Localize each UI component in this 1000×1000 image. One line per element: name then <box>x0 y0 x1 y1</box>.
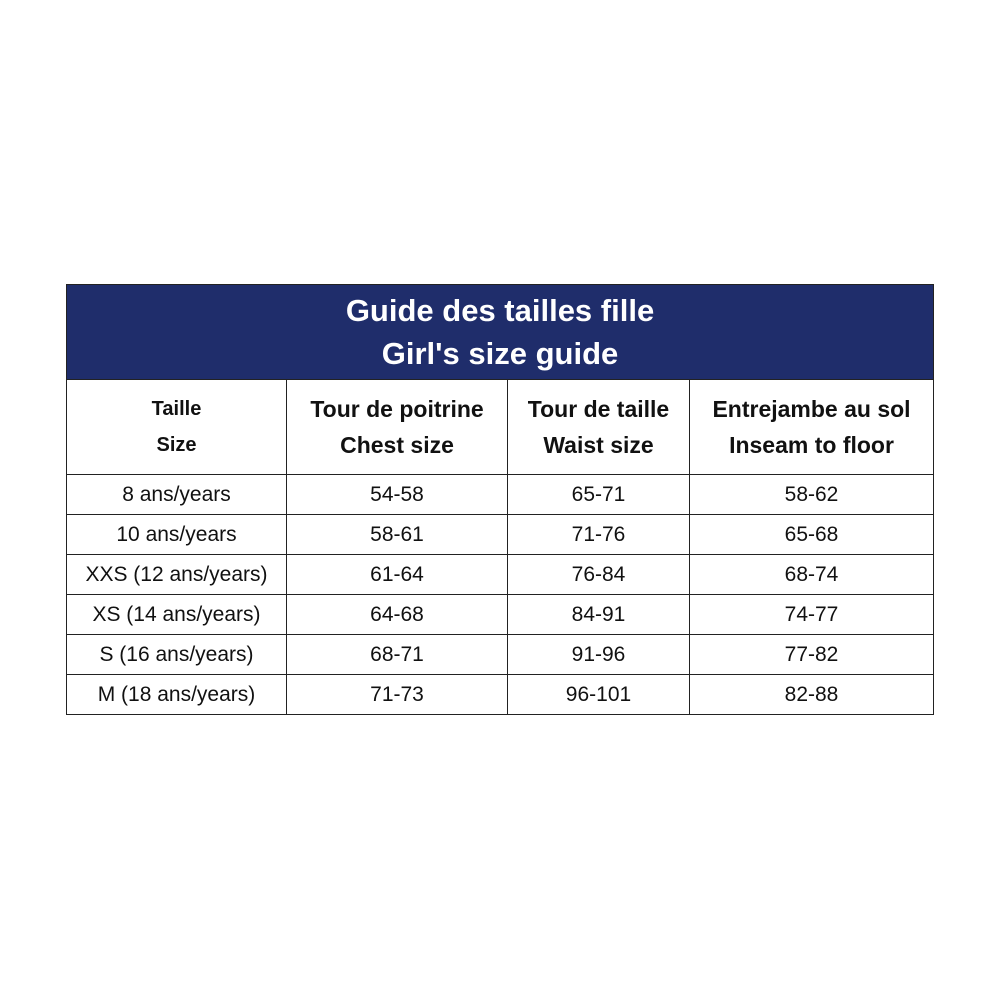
header-waist-fr: Tour de taille <box>527 396 670 422</box>
size-cell: M (18 ans/years) <box>67 675 287 715</box>
waist-cell: 96-101 <box>508 675 690 715</box>
header-row <box>67 380 934 475</box>
chest-cell: 71-73 <box>287 675 508 715</box>
title-english: Girl's size guide <box>381 336 619 371</box>
size-cell: XS (14 ans/years) <box>67 595 287 635</box>
table-row <box>67 475 934 515</box>
chest-cell: 58-61 <box>287 515 508 555</box>
table-title <box>67 285 934 380</box>
table-row <box>67 675 934 715</box>
waist-cell: 65-71 <box>508 475 690 515</box>
waist-cell: 76-84 <box>508 555 690 595</box>
header-size-fr: Taille <box>151 398 202 420</box>
waist-cell: 91-96 <box>508 635 690 675</box>
inseam-cell: 82-88 <box>690 675 934 715</box>
header-inseam <box>690 380 934 475</box>
inseam-cell: 65-68 <box>690 515 934 555</box>
inseam-cell: 58-62 <box>690 475 934 515</box>
inseam-cell: 77-82 <box>690 635 934 675</box>
header-chest <box>287 380 508 475</box>
waist-cell: 71-76 <box>508 515 690 555</box>
chest-cell: 61-64 <box>287 555 508 595</box>
size-cell: XXS (12 ans/years) <box>67 555 287 595</box>
header-inseam-en: Inseam to floor <box>729 432 894 458</box>
size-cell: 8 ans/years <box>67 475 287 515</box>
size-cell: 10 ans/years <box>67 515 287 555</box>
title-french: Guide des tailles fille <box>345 293 655 328</box>
waist-cell: 84-91 <box>508 595 690 635</box>
table-row <box>67 595 934 635</box>
header-inseam-fr: Entrejambe au sol <box>712 396 911 422</box>
size-cell: S (16 ans/years) <box>67 635 287 675</box>
header-size-en: Size <box>156 434 197 456</box>
chest-cell: 64-68 <box>287 595 508 635</box>
header-chest-en: Chest size <box>340 432 454 458</box>
size-guide-table <box>66 284 934 715</box>
header-waist <box>508 380 690 475</box>
chest-cell: 54-58 <box>287 475 508 515</box>
inseam-cell: 74-77 <box>690 595 934 635</box>
header-chest-fr: Tour de poitrine <box>310 396 484 422</box>
header-size <box>67 380 287 475</box>
table-row <box>67 555 934 595</box>
title-row <box>67 285 934 380</box>
table-row <box>67 635 934 675</box>
chest-cell: 68-71 <box>287 635 508 675</box>
table-row <box>67 515 934 555</box>
header-waist-en: Waist size <box>543 432 654 458</box>
inseam-cell: 68-74 <box>690 555 934 595</box>
